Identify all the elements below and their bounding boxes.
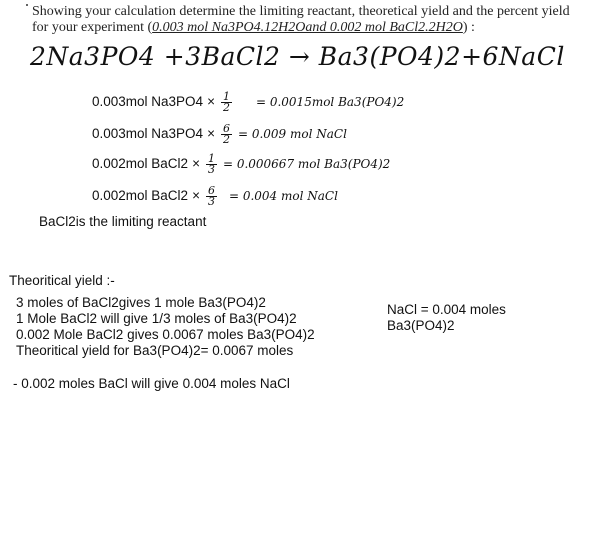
question-line-2-suffix: ) :: [462, 20, 475, 35]
final-statement: - 0.002 moles BaCl will give 0.004 moles NaCl: [13, 376, 290, 391]
side-note-barium-phosphate: Ba3(PO4)2: [387, 318, 455, 333]
calc-row: [92, 186, 338, 207]
ratio-fraction: $\frac{1}{2}$: [222, 90, 230, 114]
calc-label: 0.003mol Na3PO4: [92, 126, 204, 142]
yield-line: 3 moles of BaCl2gives 1 mole Ba3(PO4)2: [16, 295, 266, 310]
ratio-fraction: $\frac{6}{3}$: [207, 184, 215, 208]
question-text: [32, 4, 570, 36]
times-sign: ×: [207, 126, 215, 142]
calc-label: 0.002mol BaCl2: [92, 156, 189, 172]
calc-result: = 0.004 mol NaCl: [228, 189, 338, 204]
ratio-fraction: $\frac{1}{3}$: [207, 152, 215, 176]
balanced-equation: 2Na3PO4 +3BaCl2 → Ba3(PO4)2+6NaCl: [30, 42, 565, 71]
theoretical-yield-heading: Theoritical yield :-: [9, 273, 115, 288]
question-amounts: 0.003 mol Na3PO4.12H2Oand 0.002 mol BaCl2.2H2O: [152, 20, 463, 35]
yield-line: Theoritical yield for Ba3(PO4)2= 0.0067 moles: [16, 343, 294, 358]
yield-line: 1 Mole BaCl2 will give 1/3 moles of Ba3(PO4)2: [16, 311, 297, 326]
side-note-nacl: NaCl = 0.004 moles: [387, 302, 506, 317]
calc-result: = 0.0015mol Ba3(PO4)2: [255, 95, 405, 110]
calc-row: [92, 154, 390, 175]
question-line-2-prefix: for your experiment (: [32, 20, 153, 35]
question-line-1: Showing your calculation determine the limiting reactant, theoretical yield and the percent yield: [32, 4, 570, 19]
ratio-fraction: $\frac{6}{2}$: [222, 122, 230, 146]
calc-result: = 0.000667 mol Ba3(PO4)2: [222, 157, 391, 172]
calc-row: [92, 92, 404, 113]
times-sign: ×: [207, 94, 215, 110]
yield-line: 0.002 Mole BaCl2 gives 0.0067 moles Ba3(PO4)2: [16, 327, 315, 342]
times-sign: ×: [192, 156, 200, 172]
limiting-reactant-statement: BaCl2is the limiting reactant: [39, 214, 207, 229]
calc-label: 0.002mol BaCl2: [92, 188, 189, 204]
calc-result: = 0.009 mol NaCl: [237, 127, 347, 142]
stray-dot: [26, 4, 28, 6]
calc-label: 0.003mol Na3PO4: [92, 94, 204, 110]
question-line-2: [32, 20, 570, 36]
times-sign: ×: [192, 188, 200, 204]
calc-row: [92, 124, 347, 145]
